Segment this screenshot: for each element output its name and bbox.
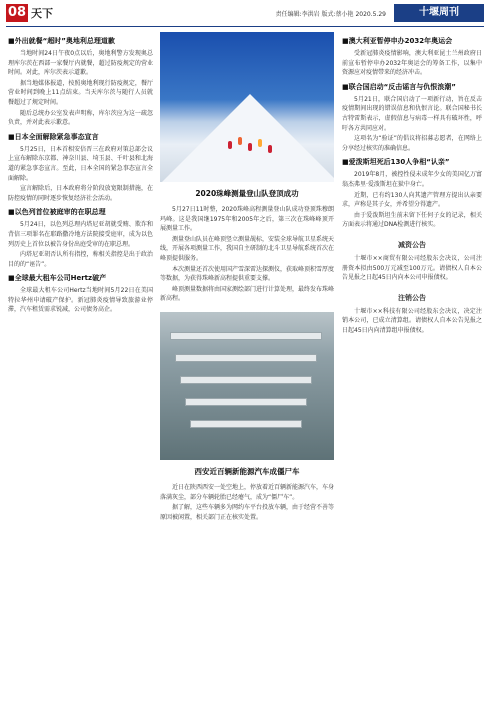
notice-text: 十堰市××科技有限公司经股东会决议，决定注销本公司，已成立清算组。请债权人自本公告见报之日起45日内向清算组申报债权。 [342, 307, 482, 334]
photo-caption: 西安近百辆新能源汽车成僵尸车 [194, 466, 300, 476]
notice-title: 注销公告 [398, 293, 426, 302]
car-row [170, 332, 322, 340]
newspaper-brand: 十堰周刊 [394, 4, 484, 22]
paragraph: 5月24日，以色列总理内塔尼亚胡就受贿、欺诈和背信三项罪名在耶路撒冷地方法院接受庭审，成为以色列历史上首位以被告身份出庭受审的在职总理。 [8, 221, 153, 248]
notice-title: 减资公告 [398, 240, 426, 249]
climbers-figure [220, 127, 280, 167]
headline: ■联合国启动“反击谣言与仇恨浪潮” [342, 82, 456, 91]
paragraph: 5月25日，日本首相安倍晋三在政府对策总部会议上宣布解除东京都、神奈川县、埼玉县、千叶县和北海道的紧急事态宣言。至此，日本全国的紧急事态宣言全面解除。 [8, 145, 153, 182]
headline: ■全球最大租车公司Hertz破产 [8, 274, 107, 283]
paragraph: 5月21日，联合国启动了一项新行动，旨在反击疫情期间出现的错误信息和仇恨言论。联合国秘书长古特雷斯表示，虚假信息与病毒一样具有破坏性，呼吁各方共同应对。 [342, 95, 482, 132]
paragraph: 据当地媒体报道，按照奥地利现行防疫规定，餐厅营业时间到晚上11点结束。当天库尔茨与随行人员就餐超过了规定时间。 [8, 79, 153, 106]
header-rule [6, 26, 484, 27]
notice-text: 十堰市××商贸有限公司经股东会决议，公司注册资本拟由500万元减至100万元。请债权人自本公告见报之日起45日内向本公司申报债权。 [342, 254, 482, 282]
paragraph: 测量登山队员在峰顶竖立测量觇标，安装全球导航卫星系统天线，开展各项测量工作，我国自主研制的北斗卫星导航系统首次在峰顶提供服务。 [160, 235, 335, 262]
paragraph: 随后总统办公室发表声明称，库尔茨应为这一疏忽负责，并对此表示歉意。 [8, 109, 153, 127]
paragraph: 当地时间24日午夜0点以后，奥地利警方发现奥总理库尔茨在西部一家餐厅内就餐，超过防疫规定的营业时间。对此，库尔茨表示道歉。 [8, 50, 153, 77]
paragraph: 宣言解除后，日本政府将分阶段放宽限制措施，在防控疫情的同时逐步恢复经济社会活动。 [8, 185, 153, 202]
editor-info: 责任编辑:李洪岩 版式:蔡小艳 2020.5.29 [275, 11, 386, 18]
paragraph: 近期，已有约130人向其遗产管理方提出认亲要求，声称是其子女，并希望分得遗产。 [342, 191, 482, 209]
paragraph: 近日在陕西西安一处空地上，停放着近百辆新能源汽车，车身落满灰尘，部分车辆轮胎已经瘪气，成为“僵尸车”。 [160, 483, 335, 501]
headline: ■外出就餐“超时”奥地利总理道歉 [8, 37, 115, 45]
paragraph: 全球最大租车公司Hertz当地时间5月22日在美国特拉华州申请破产保护。新冠肺炎疫情导致旅游业停滞，汽车租赁需求锐减，公司债务高企。 [8, 287, 153, 314]
paragraph: 由于爱泼斯坦生前未留下任何子女的记录，相关方面表示将通过DNA检测进行核实。 [342, 211, 482, 229]
photo-caption: 2020珠峰测量登山队登顶成功 [195, 189, 299, 198]
paragraph: 本次测量还首次使用国产雪深雷达探测仪，获取峰顶积雪厚度等数据，为获得珠峰新高程提供重要支撑。 [160, 265, 335, 283]
right-column [342, 32, 482, 336]
section-title: 天下 [31, 7, 53, 20]
page-header [0, 0, 488, 28]
headline: ■日本全面解除紧急事态宣言 [8, 132, 99, 141]
car-row [180, 376, 312, 384]
car-row [190, 420, 302, 428]
car-row [185, 398, 307, 406]
middle-column [160, 32, 334, 523]
headline: ■澳大利亚暂停申办2032年奥运会 [342, 37, 453, 45]
paragraph: 峰顶测量数据将由国家测绘部门进行计算处理，最终发布珠峰新高程。 [160, 285, 335, 303]
everest-photo [160, 32, 334, 182]
paragraph: 2019年8月，被控性侵未成年少女的美国亿万富翁杰弗里·爱泼斯坦在狱中身亡。 [342, 171, 482, 188]
car-row [175, 354, 317, 362]
paragraph: 内塔尼亚胡否认所有指控，称相关指控是出于政治目的的“诬告”。 [8, 251, 153, 268]
paragraph: 据了解，这些车辆多为网约车平台投放车辆，由于经营不善等原因被闲置，相关部门正在核实处置。 [160, 504, 335, 521]
headline: ■以色列首位被庭审的在职总理 [8, 208, 106, 217]
page-number: 08 [7, 5, 27, 20]
paragraph: 这项名为“验证”的倡议将招募志愿者，在网络上分享经过核实的准确信息。 [342, 135, 482, 152]
parked-cars-photo [160, 312, 334, 460]
paragraph: 受新冠肺炎疫情影响，澳大利亚昆士兰州政府日前宣布暂停申办2032年奥运会的筹备工作，以集中资源应对疫情带来的经济冲击。 [342, 50, 482, 77]
headline: ■爱泼斯坦死后130人争相“认亲” [342, 158, 450, 167]
left-column [8, 32, 153, 316]
paragraph: 5月27日11时整，2020珠峰高程测量登山队成功登顶珠穆朗玛峰。这是我国继1975年和2005年之后，第三次在珠峰峰顶开展测量工作。 [160, 206, 334, 233]
